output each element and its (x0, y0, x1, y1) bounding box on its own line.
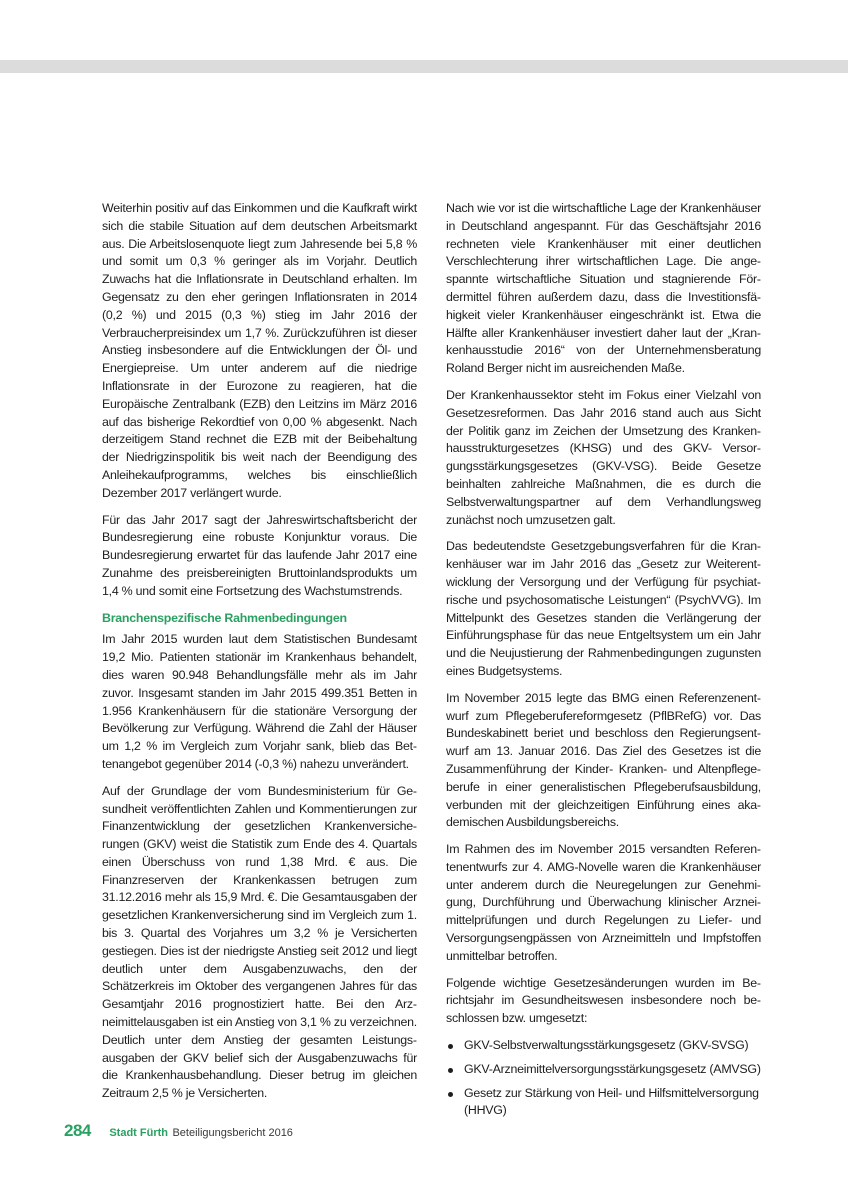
left-column (102, 200, 417, 1112)
top-bar (0, 60, 848, 73)
paragraph: Der Krankenhaussektor steht im Fokus einer Vielzahl von Gesetzesreformen. Das Jahr 2016 stand auch aus Sicht der Politik ganz im Zeichen der Umsetzung des Krankenhausstrukturgesetzes (KHSG) und des GKV- Versorgungsstärkungsgesetzes (GKV-VSG). Beide Gesetze beinhalten zahlreiche Maßnahmen, die es durch die Selbstverwaltungspartner auf dem Verhandlungsweg zunächst noch umzusetzen galt. (446, 387, 761, 527)
list-item-text: GKV-Arzneimittelversorgungsstärkungsgesetz (AMVSG) (464, 1061, 761, 1076)
paragraph: Nach wie vor ist die wirtschaftliche Lage der Krankenhäuser in Deutschland angespannt. Für das Geschäftsjahr 2016 rechneten viele Krankenhäuser mit einer deutlichen Verschlechterung ihrer wirtschaftlichen Lage. Die angespannte wirtschaftliche Situation und stagnierende Fördermittel führen außerdem dazu, dass die Investitionsfähigkeit vieler Krankenhäuser eingeschränkt ist. Etwa die Hälfte aller Krankenhäuser investiert daher laut der „Krankenhausstudie 2016“ von der Unternehmensberatung Roland Berger nicht im ausreichenden Maße. (446, 201, 761, 376)
paragraph: Im Rahmen des im November 2015 versandten Referentenentwurfs zur 4. AMG-Novelle waren die Krankenhäuser unter anderem durch die Neuregelungen zur Genehmigung, Durchführung und Überwachung klinischer Arzneimittelprüfungen und durch Regelungen zu Liefer- und Versorgungsengpässen von Arzneimitteln und Impfstoffen unmittelbar betroffen. (446, 842, 761, 963)
list-item (446, 1085, 761, 1121)
bullet-icon (448, 1044, 453, 1049)
bullet-icon (448, 1092, 453, 1097)
law-list (446, 1037, 761, 1120)
paragraph: Im November 2015 legte das BMG einen Referenzenentwurf zum Pflegeberufereformgesetz (PflBRefG) vor. Das Bundeskabinett beriet und beschloss den Regierungsentwurf am 13. Januar 2016. Das Ziel des Gesetzes ist die Zusammenführung der Kinder- Kranken- und Altenpflegeberufe in einer generalistischen Pflegeberufsausbildung, verbunden mit der gleichzeitigen Einführung eines akademischen Ausbildungsbereichs. (446, 690, 761, 830)
list-item-text: GKV-Selbstverwaltungsstärkungsgesetz (GKV-SVSG) (464, 1038, 749, 1053)
section-heading: Branchenspezifische Rahmenbedingungen (102, 610, 347, 625)
right-column (446, 200, 761, 1126)
list-item-text: Gesetz zur Stärkung von Heil- und Hilfsmittelversorgung (HHVG) (464, 1085, 759, 1118)
bullet-icon (448, 1068, 453, 1073)
page-footer (64, 1121, 293, 1141)
paragraph: Im Jahr 2015 wurden laut dem Statistischen Bundesamt 19,2 Mio. Patienten stationär im Krankenhaus behandelt, dies waren 90.948 Behandlungsfälle mehr als im Jahr zuvor. Insgesamt standen im Jahr 2015 499.351 Betten in 1.956 Krankenhäusern für die stationäre Versorgung der Bevölkerung zur Verfügung. Während die Zahl der Häuser um 1,2 % im Vergleich zum Vorjahr sank, blieb das Bettenangebot gegenüber 2014 (-0,3 %) nahezu unverändert. (102, 632, 417, 771)
paragraph: Auf der Grundlage der vom Bundesministerium für Gesundheit veröffentlichten Zahlen und Kommentierungen zur Finanzentwicklung der gesetzlichen Krankenversicherungen (GKV) weist die Statistik zum Ende des 4. Quartals einen Überschuss von rund 1,38 Mrd. € aus. Die Finanzreserven der Krankenkassen betrugen zum 31.12.2016 mehr als 15,9 Mrd. €. Die Gesamtausgaben der gesetzlichen Krankenversicherung sind im Vergleich zum 1. bis 3. Quartal des Vorjahres um 3,2 % je Versicherten gestiegen. Dies ist der niedrigste Anstieg seit 2012 und liegt deutlich unter dem Ausgabenzuwachs, den der Schätzerkreis im Oktober des vergangenen Jahres für das Gesamtjahr 2016 prognostiziert hatte. Bei den Arzneimittelausgaben ist ein Anstieg von 3,1 % zu verzeichnen. Deutlich unter dem Anstieg der gesamten Leistungsausgaben der GKV belief sich der Ausgabenzuwachs für die Krankenhausbehandlung. Dieser betrug im gleichen Zeitraum 2,5 % je Versicherten. (102, 783, 417, 1101)
list-item (446, 1061, 761, 1079)
paragraph: Für das Jahr 2017 sagt der Jahreswirtschaftsbericht der Bundesregierung eine robuste Konjunktur voraus. Die Bundesregierung erwartet für das laufende Jahr 2017 eine Zunahme des preisbereinigten Bruttoinlandsprodukts um 1,4 % und somit eine Fortsetzung des Wachstumstrends. (102, 512, 417, 598)
paragraph: Das bedeutendste Gesetzgebungsverfahren für die Krankenhäuser war im Jahr 2016 das „Gesetz zur Weiterentwicklung der Versorgung und der Verfügung für psychiatrische und psychosomatische Leistungen“ (PsychVVG). Im Mittelpunkt des Gesetzes standen die Verlängerung der Einführungsphase für das neue Entgeltsystem um ein Jahr und die Neujustierung der Rahmenbedingungen zugunsten eines Budgetsystems. (446, 539, 761, 678)
footer-report-title: Beteiligungsbericht 2016 (172, 1127, 293, 1139)
page-number: 284 (64, 1121, 91, 1140)
paragraph: Folgende wichtige Gesetzesänderungen wurden im Berichtsjahr im Gesundheitswesen insbesondere noch beschlossen bzw. umgesetzt: (446, 975, 761, 1026)
list-item (446, 1037, 761, 1055)
paragraph: Weiterhin positiv auf das Einkommen und die Kaufkraft wirkt sich die stabile Situation auf dem deutschen Arbeitsmarkt aus. Die Arbeitslosenquote liegt zum Jahresende bei 5,8 % und somit um 0,3 % geringer als im Vorjahr. Deutlich Zuwachs hat die Inflationsrate in Deutschland erhalten. Im Gegensatz zu den eher geringen Inflationsraten in 2014 (0,2 %) und 2015 (0,3 %) stieg im Jahr 2016 der Verbraucherpreisindex um 1,7 %. Zurückzuführen ist dieser Anstieg insbesondere auf die Entwicklungen der Öl- und Energiepreise. Um unter anderem auf die niedrige Inflationsrate in der Eurozone zu reagieren, hat die Europäische Zentralbank (EZB) den Leitzins im März 2016 auf das bisherige Rekordtief von 0,00 % abgesenkt. Nach derzeitigem Stand rechnet die EZB mit der Beibehaltung der Niedrigzinspolitik bis weit nach der Beendigung des Anleihekaufprogramms, welches bis einschließlich Dezember 2017 verlängert wurde. (102, 201, 417, 500)
footer-city: Stadt Fürth (109, 1127, 168, 1139)
